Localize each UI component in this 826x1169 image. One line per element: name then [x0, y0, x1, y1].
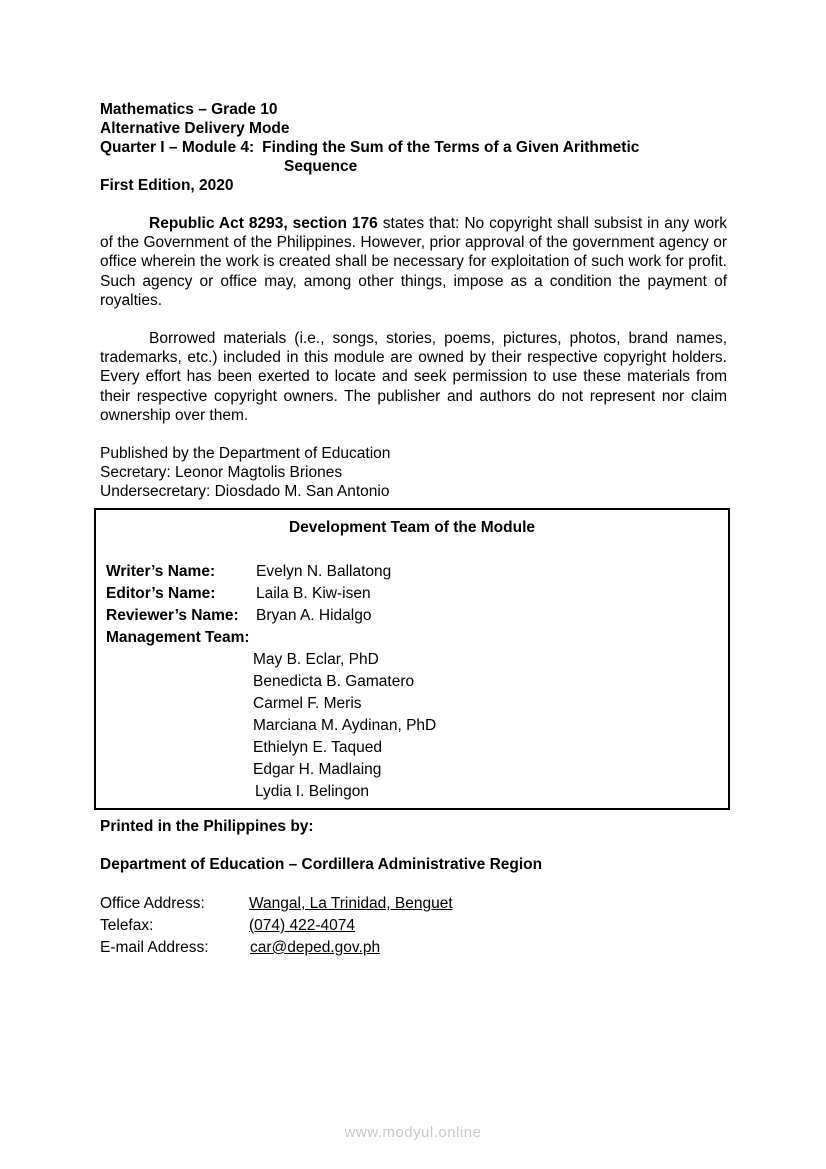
team-list — [106, 561, 436, 803]
management-member: Benedicta B. Gamatero — [253, 673, 415, 690]
telefax-row — [100, 915, 740, 937]
edition: First Edition, 2020 — [100, 177, 234, 194]
writer-row — [106, 561, 436, 583]
development-team-title: Development Team of the Module — [288, 519, 536, 536]
region-office: Department of Education – Cordillera Administrative Region — [100, 856, 543, 873]
development-team-box — [94, 508, 730, 810]
module-label: Quarter I – Module 4: — [100, 139, 255, 156]
management-member: Edgar H. Madlaing — [253, 761, 382, 778]
module-title: Finding the Sum of the Terms of a Given Arithmetic — [262, 139, 640, 156]
management-list — [106, 649, 436, 803]
reviewer-label: Reviewer’s Name: — [106, 607, 239, 624]
printed-by: Printed in the Philippines by: — [100, 818, 314, 835]
management-row — [106, 627, 436, 649]
secretary: Secretary: Leonor Magtolis Briones — [100, 464, 343, 482]
editor-name: Laila B. Kiw-isen — [256, 585, 371, 602]
editor-label: Editor’s Name: — [106, 585, 216, 602]
law-reference: Republic Act 8293, section 176 — [149, 215, 378, 232]
copyright-page — [100, 100, 727, 501]
writer-name: Evelyn N. Ballatong — [256, 563, 392, 580]
telefax-label: Telefax: — [100, 917, 154, 934]
office-address-value: Wangal, La Trinidad, Benguet — [249, 895, 453, 912]
delivery-mode: Alternative Delivery Mode — [100, 120, 290, 137]
module-title-row — [100, 138, 727, 157]
management-member: Ethielyn E. Taqued — [253, 739, 382, 756]
borrowed-materials-paragraph: Borrowed materials (i.e., songs, stories, poems, pictures, photos, brand names, trademarks, etc.) included in this module are owned by their respective copyright holders. Every effort has been exerted to locate and seek permission to use these materials from their respective copyright owners. The publisher and authors do not represent nor claim ownership over them. — [100, 330, 727, 424]
editor-row — [106, 583, 436, 605]
reviewer-row — [106, 605, 436, 627]
management-member: Carmel F. Meris — [253, 695, 362, 712]
email-link[interactable]: car@deped.gov.ph — [250, 939, 381, 956]
office-address-label: Office Address: — [100, 895, 205, 912]
email-row — [100, 937, 740, 959]
email-label: E-mail Address: — [100, 939, 209, 956]
telefax-value[interactable]: (074) 422-4074 — [249, 917, 355, 934]
printing-section — [100, 817, 740, 959]
management-member: Lydia I. Belingon — [255, 783, 370, 800]
module-title-continued: Sequence — [284, 158, 358, 175]
reviewer-name: Bryan A. Hidalgo — [256, 607, 372, 624]
office-address-row — [100, 893, 740, 915]
management-member: Marciana M. Aydinan, PhD — [253, 717, 437, 734]
management-label: Management Team: — [106, 629, 250, 646]
management-member: May B. Eclar, PhD — [253, 651, 379, 668]
subject-title: Mathematics – Grade 10 — [100, 101, 278, 118]
undersecretary: Undersecretary: Diosdado M. San Antonio — [100, 483, 390, 501]
published-by: Published by the Department of Education — [100, 445, 391, 463]
copyright-paragraph — [100, 214, 727, 310]
law-text: states that: No copyright shall subsist in any work of the Government of the Philippines. However, prior approval of the government agency or office wherein the work is created shall be necessary for exploitation of such work for profit. Such agency or office may, among other things, impose as a condition the payment of royalties. — [100, 215, 727, 309]
writer-label: Writer’s Name: — [106, 563, 216, 580]
watermark: www.modyul.online — [344, 1124, 482, 1141]
